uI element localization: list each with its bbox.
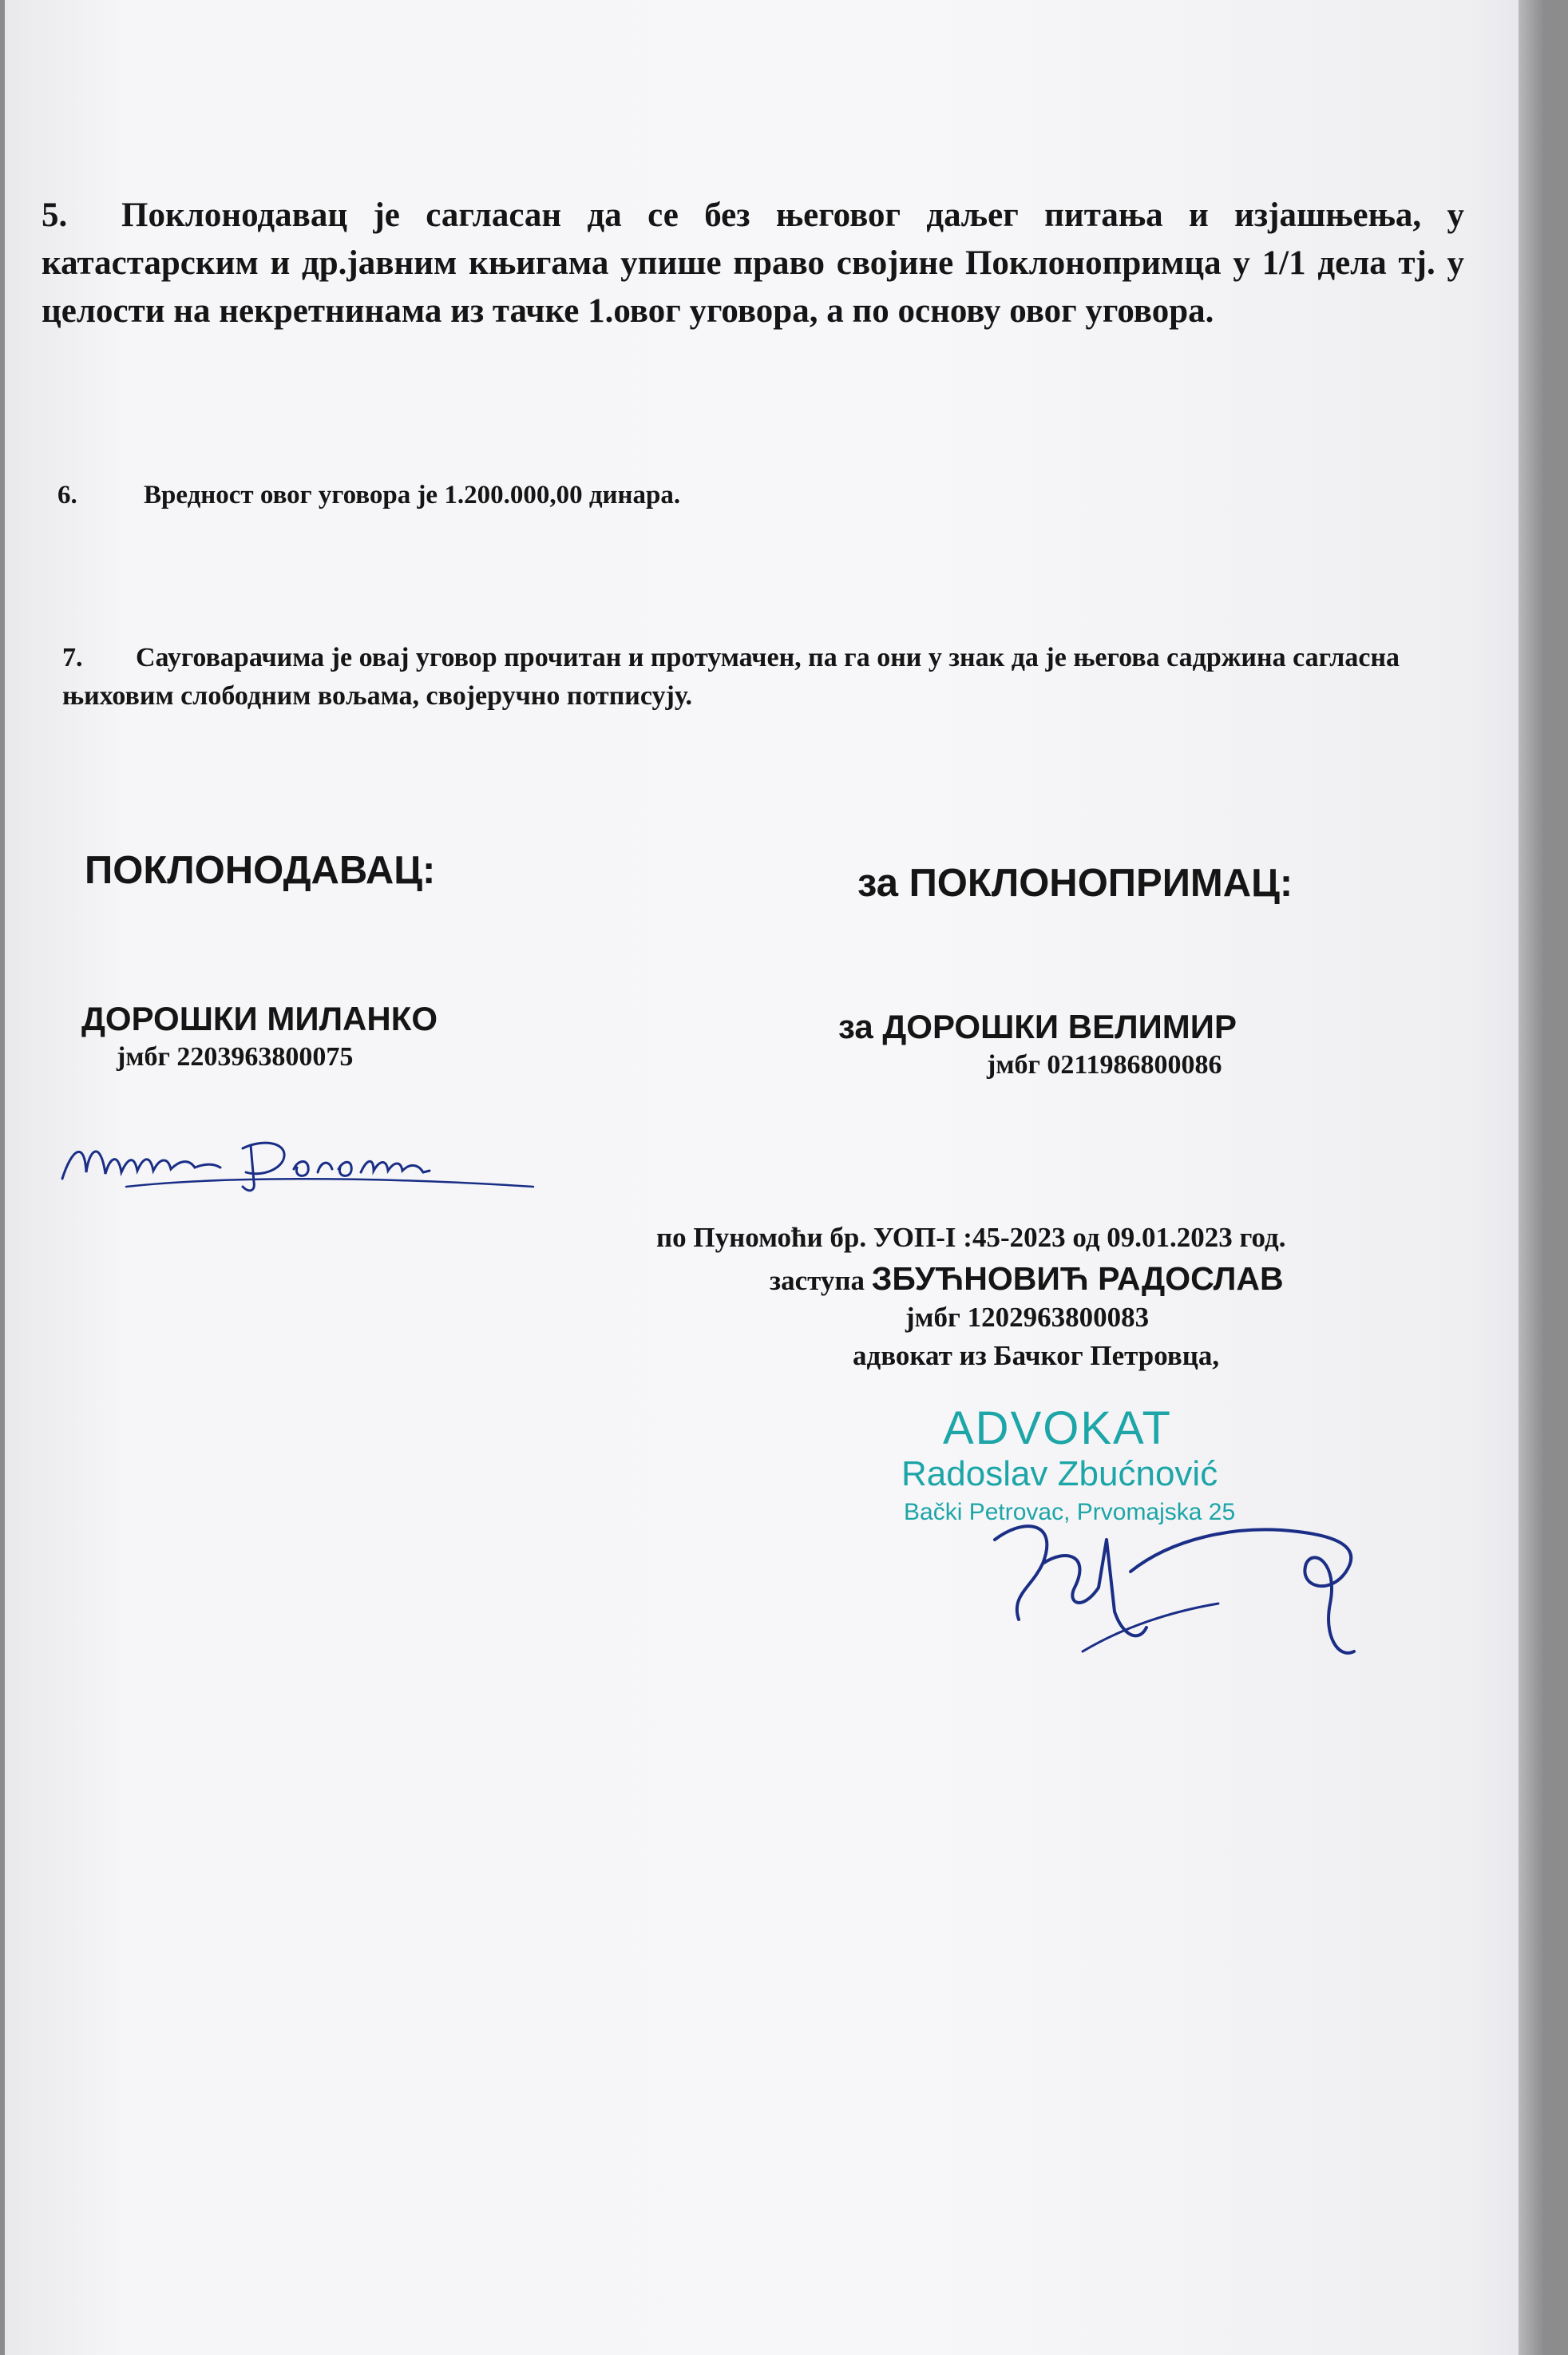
clause-number: 5. [42,196,68,234]
clause-text: Вредност овог уговора је 1.200.000,00 динара. [144,481,681,509]
contract-body [5,0,1546,2355]
stamp-name: Radoslav Zbućnović [901,1454,1218,1493]
stamp-title: ADVOKAT [943,1402,1172,1454]
clause-5 [42,192,1464,335]
clause-number: 7. [62,643,83,672]
recipient-jmbg: јмбг 0211986800086 [987,1050,1222,1080]
clause-text: Поклонодавац је сагласан да се без његовог даљег питања и изјашњења, у катастарским и др.јавним књигама упише право својине Поклонопримца у 1/1 дела тј. у целости на некретнинама из тачке 1.овог уговора, а по основу овог уговора. [42,196,1464,330]
donor-signature [54,1116,541,1196]
recipient-name: за ДОРОШКИ ВЕЛИМИР [838,1008,1237,1045]
representative-jmbg: јмбг 1202963800083 [905,1302,1150,1333]
clause-number: 6. [57,481,77,509]
donor-name: ДОРОШКИ МИЛАНКО [81,1000,438,1037]
clause-7 [62,639,1467,716]
representative-signature [963,1492,1378,1675]
representative-name: ЗБУЋНОВИЋ РАДОСЛАВ [871,1260,1284,1297]
clause-6 [57,478,1463,513]
represents-prefix: заступа [770,1265,865,1296]
representative-role: адвокат из Бачког Петровца, [853,1340,1220,1371]
power-of-attorney: по Пуномоћи бр. УОП-I :45-2023 од 09.01.2023 год. [656,1222,1286,1253]
represented-by [770,1260,1284,1298]
recipient-heading: за ПОКЛОНОПРИМАЦ: [857,862,1293,905]
donor-heading: ПОКЛОНОДАВАЦ: [85,849,436,892]
clause-text: Сауговарачима је овај уговор прочитан и протумачен, па га они у знак да је његова садржина сагласна њиховим слободним вољама, својеручно потписују. [62,643,1400,711]
donor-jmbg: јмбг 2203963800075 [117,1042,354,1072]
document-page [5,0,1546,2355]
stamp-address: Bački Petrovac, Prvomajska 25 [904,1499,1236,1525]
